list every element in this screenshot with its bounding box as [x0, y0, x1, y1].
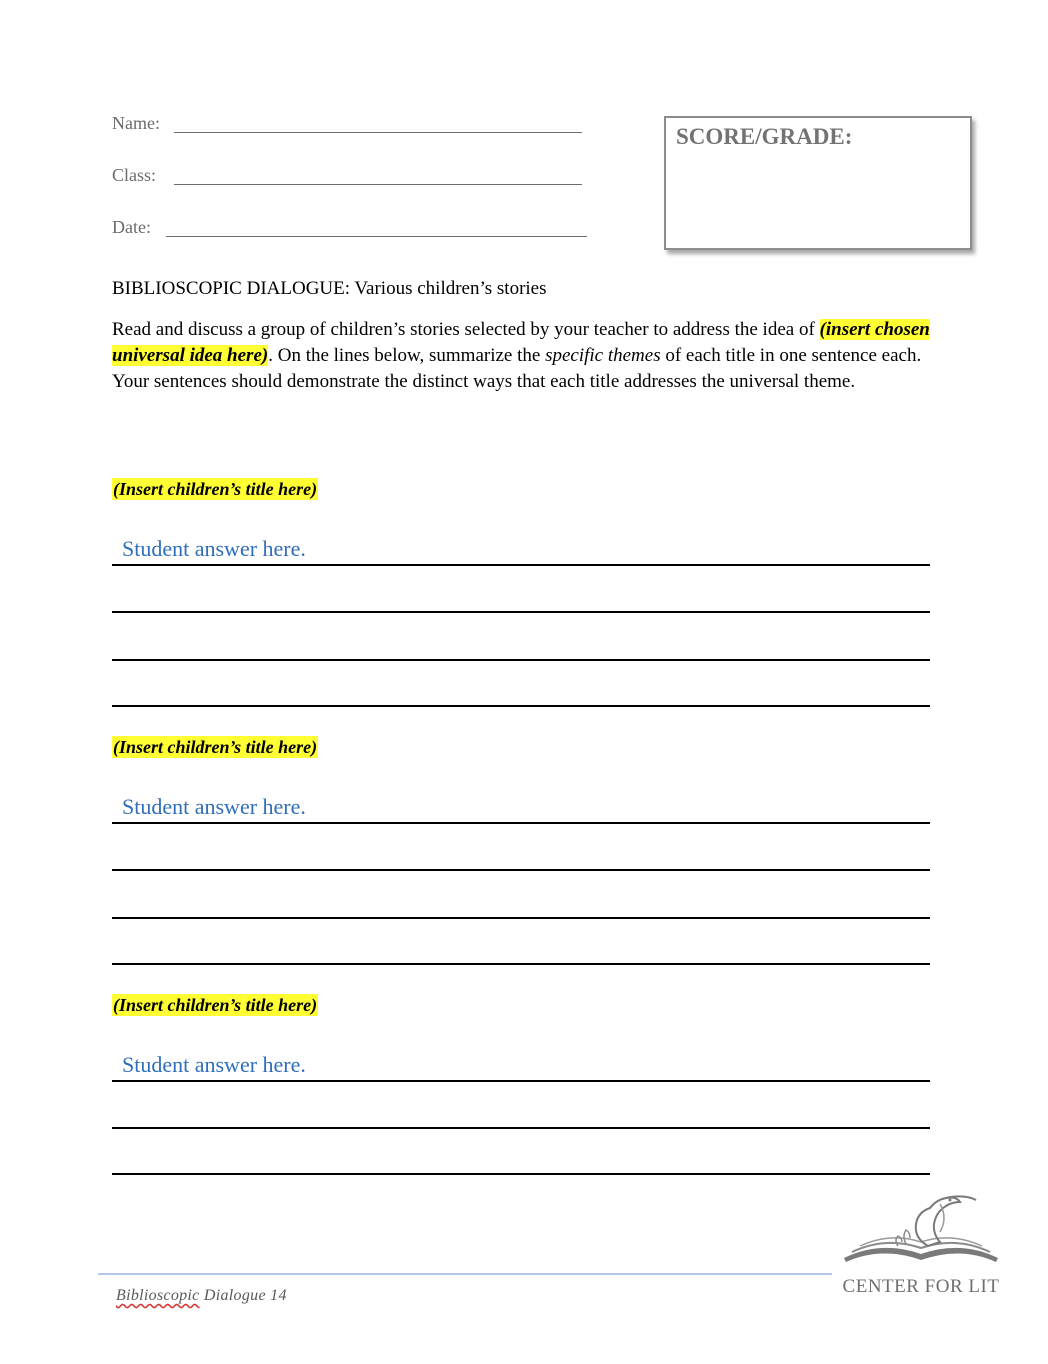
intro-text-3: of each title in one sentence each. Your sentences should demonstrate the distinct ways that each title addresses the universal theme. — [112, 345, 922, 392]
answer-line[interactable] — [112, 705, 930, 707]
universal-idea-placeholder: (insert chosen universal idea here) — [112, 319, 930, 366]
class-label: Class: — [112, 165, 157, 185]
answer-line[interactable] — [112, 917, 930, 919]
student-answer[interactable]: Student answer here. — [122, 1052, 306, 1077]
pelican-book-icon — [836, 1188, 1006, 1278]
section-title: (Insert children’s title here) — [113, 737, 318, 757]
answer-line[interactable] — [112, 1127, 930, 1129]
answer-line[interactable] — [112, 963, 930, 965]
name-field[interactable] — [174, 132, 582, 133]
section-1-title-wrap — [112, 479, 318, 500]
date-label: Date: — [112, 217, 151, 237]
footer-word: Biblioscopic — [116, 1287, 200, 1304]
intro-text-2: . On the lines below, summarize the — [268, 345, 546, 366]
answer-line[interactable] — [112, 822, 930, 824]
assignment-heading: BIBLIOSCOPIC DIALOGUE: Various children’s stories — [112, 278, 547, 299]
footer-page-number: Dialogue 14 — [199, 1287, 287, 1304]
answer-line[interactable] — [112, 1173, 930, 1175]
answer-line[interactable] — [112, 611, 930, 613]
student-answer[interactable]: Student answer here. — [122, 794, 306, 819]
section-title: (Insert children’s title here) — [113, 479, 318, 499]
name-label: Name: — [112, 113, 160, 133]
score-grade-label: SCORE/GRADE: — [676, 124, 853, 149]
answer-line[interactable] — [112, 659, 930, 661]
answer-line[interactable] — [112, 564, 930, 566]
answer-line[interactable] — [112, 869, 930, 871]
student-answer[interactable]: Student answer here. — [122, 536, 306, 561]
assignment-instructions — [112, 317, 932, 395]
footer-page-label — [116, 1287, 287, 1305]
section-3-title-wrap — [112, 995, 318, 1016]
footer-rule — [98, 1273, 832, 1275]
section-title: (Insert children’s title here) — [113, 995, 318, 1015]
class-field[interactable] — [174, 184, 582, 185]
intro-italic-text: specific themes — [545, 345, 661, 366]
section-2-title-wrap — [112, 737, 318, 758]
score-grade-box[interactable] — [664, 116, 972, 250]
answer-line[interactable] — [112, 1080, 930, 1082]
date-field[interactable] — [166, 236, 587, 237]
intro-text-1: Read and discuss a group of children’s stories selected by your teacher to address the idea of — [112, 319, 820, 340]
center-for-lit-logo — [836, 1188, 1006, 1308]
logo-text: CENTER FOR LIT — [842, 1276, 1000, 1297]
